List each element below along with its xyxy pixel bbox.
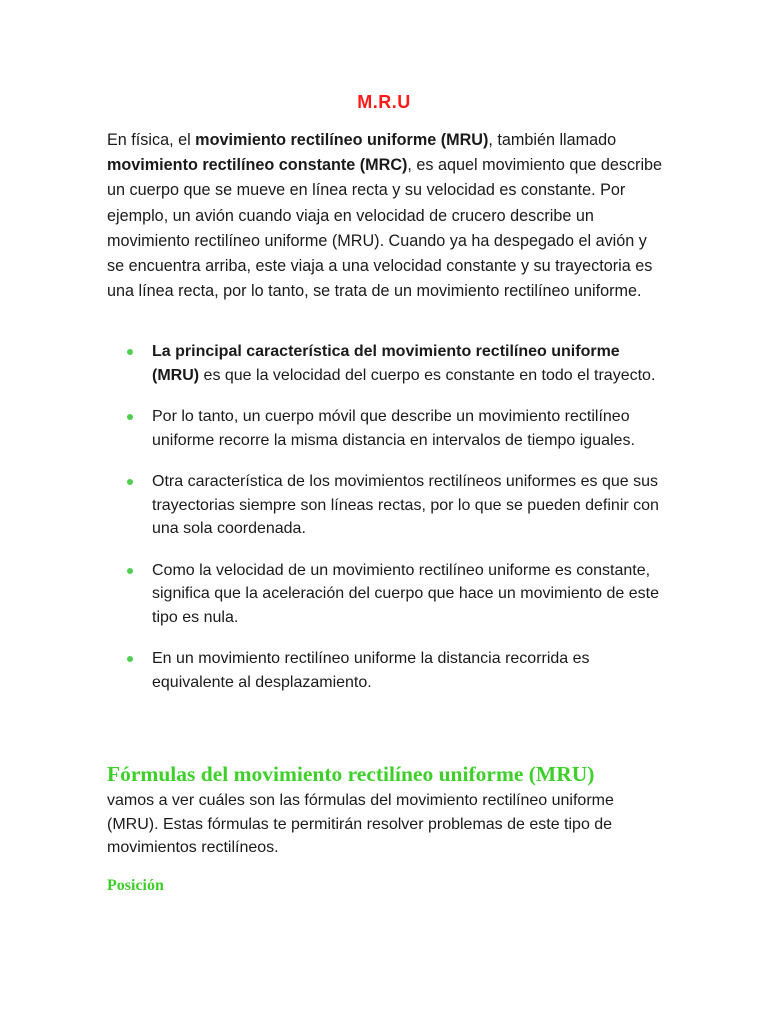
list-item-text: es que la velocidad del cuerpo es constante en todo el trayecto. xyxy=(199,366,656,384)
intro-text-3: , es aquel movimiento que describe un cuerpo que se mueve en línea recta y su velocidad es constante. Por ejemplo, un avión cuando viaja en velocidad de crucero describe un movimiento rectilíneo uniforme (MRU). Cuando ya ha despegado el avión y se encuentra arriba, este viaja a una velocidad constante y su trayectoria es una línea recta, por lo tanto, se trata de un movimiento rectilíneo uniforme. xyxy=(107,156,663,301)
list-item xyxy=(107,470,667,541)
intro-bold-1: movimiento rectilíneo uniforme (MRU) xyxy=(195,131,489,149)
bullet-dot-icon xyxy=(127,568,133,574)
list-item xyxy=(107,405,667,452)
formulas-paragraph: vamos a ver cuáles son las fórmulas del movimiento rectilíneo uniforme (MRU). Estas fórmulas te permitirán resolver problemas de este tipo de movimientos rectilíneos. xyxy=(107,792,614,856)
intro-bold-2: movimiento rectilíneo constante (MRC) xyxy=(107,156,408,175)
intro-paragraph xyxy=(107,128,667,304)
list-item-text: Otra característica de los movimientos rectilíneos uniformes es que sus trayectorias siempre son líneas rectas, por lo que se pueden definir con una sola coordenada. xyxy=(152,473,659,537)
list-item xyxy=(107,340,667,387)
list-item-text: Como la velocidad de un movimiento rectilíneo uniforme es constante, significa que la aceleración del cuerpo que hace un movimiento de este tipo es nula. xyxy=(152,561,659,626)
list-item-text: En un movimiento rectilíneo uniforme la distancia recorrida es equivalente al desplazamiento. xyxy=(152,650,590,691)
list-item xyxy=(107,559,667,630)
bullet-dot-icon xyxy=(127,414,133,420)
intro-text-2: , también llamado xyxy=(488,131,617,149)
bullet-dot-icon xyxy=(127,479,133,485)
position-subheading: Posición xyxy=(107,877,164,894)
characteristics-list xyxy=(107,340,667,694)
document-title: M.R.U xyxy=(357,92,411,112)
list-item-bold: La principal característica del movimiento rectilíneo uniforme (MRU) xyxy=(152,343,620,384)
bullet-dot-icon xyxy=(127,656,133,662)
bullet-dot-icon xyxy=(127,349,133,355)
formulas-heading: Fórmulas del movimiento rectilíneo uniforme (MRU) xyxy=(107,762,595,786)
list-item-text: Por lo tanto, un cuerpo móvil que describe un movimiento rectilíneo uniforme recorre la misma distancia en intervalos de tiempo iguales. xyxy=(152,408,635,449)
list-item xyxy=(107,647,667,694)
intro-text-1: En física, el xyxy=(107,131,196,149)
